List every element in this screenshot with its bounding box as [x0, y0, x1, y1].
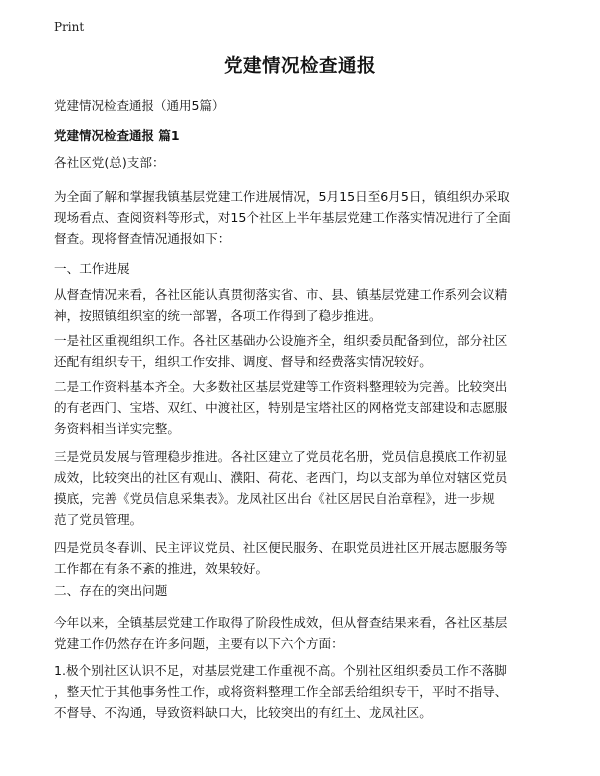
- paragraph-line: 摸底，完善《党员信息采集表》。龙凤社区出台《社区居民自治章程》，进一步规: [54, 491, 495, 506]
- paragraph-line: 督查。现将督查情况通报如下：: [54, 231, 231, 246]
- paragraph-line: 神，按照镇组织室的统一部署，各项工作得到了稳步推进。: [54, 308, 382, 323]
- intro-paragraph: [54, 186, 554, 249]
- paragraph-point-2: [54, 376, 554, 439]
- heading-text: 一、工作进展: [54, 261, 130, 276]
- section-heading: 党建情况检查通报 篇1: [54, 128, 180, 143]
- paragraph-line: 党建工作仍然存在许多问题，主要有以下六个方面：: [54, 636, 344, 651]
- paragraph-line: 四是党员冬春训、民主评议党员、社区便民服务、在职党员进社区开展志愿服务等: [54, 540, 508, 555]
- heading-text: 二、存在的突出问题: [54, 583, 168, 598]
- paragraph-line: 工作都在有条不紊的推进，效果较好。: [54, 561, 269, 576]
- document-subtitle: 党建情况检查通报（通用5篇）: [54, 98, 225, 113]
- paragraph-overview: [54, 284, 554, 326]
- paragraph-line: 不督导、不沟通，导致资料缺口大，比较突出的有红土、龙凤社区。: [54, 705, 432, 720]
- print-link[interactable]: Print: [54, 20, 85, 34]
- paragraph-line: 务资料相当详实完整。: [54, 421, 180, 436]
- heading-work-progress: [54, 258, 554, 279]
- paragraph-line: 范了党员管理。: [54, 512, 143, 527]
- greeting: [54, 152, 554, 173]
- paragraph-line: 今年以来，全镇基层党建工作取得了阶段性成效，但从督查结果来看，各社区基层: [54, 615, 508, 630]
- paragraph-line: 成效，比较突出的社区有观山、濮阳、荷花、老西门，均以支部为单位对辖区党员: [54, 470, 508, 485]
- paragraph-point-3: [54, 446, 554, 530]
- page-title: 党建情况检查通报: [223, 56, 376, 77]
- heading-problems: [54, 580, 554, 601]
- paragraph-line: 三是党员发展与管理稳步推进。各社区建立了党员花名册，党员信息摸底工作初显: [54, 449, 508, 464]
- paragraph-line: 二是工作资料基本齐全。大多数社区基层党建等工作资料整理较为完善。比较突出: [54, 379, 508, 394]
- paragraph-point-4: [54, 537, 554, 579]
- paragraph-problem-1: [54, 660, 554, 723]
- paragraph-problems-intro: [54, 612, 554, 654]
- paragraph-line: 一是社区重视组织工作。各社区基础办公设施齐全，组织委员配备到位，部分社区: [54, 333, 508, 348]
- paragraph-point-1: [54, 330, 554, 372]
- paragraph-line: ，整天忙于其他事务性工作，或将资料整理工作全部丢给组织专干，平时不指导、: [54, 684, 508, 699]
- paragraph-line: 的有老西门、宝塔、双红、中渡社区，特别是宝塔社区的网格党支部建设和志愿服: [54, 400, 508, 415]
- greeting-text: 各社区党(总)支部：: [54, 155, 165, 170]
- paragraph-line: 现场看点、查阅资料等形式，对15个社区上半年基层党建工作落实情况进行了全面: [54, 210, 511, 225]
- paragraph-line: 为全面了解和掌握我镇基层党建工作进展情况，5月15日至6月5日，镇组织办采取: [54, 189, 510, 204]
- paragraph-line: 从督查情况来看，各社区能认真贯彻落实省、市、县、镇基层党建工作系列会议精: [54, 287, 508, 302]
- paragraph-line: 还配有组织专干，组织工作安排、调度、督导和经费落实情况较好。: [54, 354, 432, 369]
- paragraph-line: 1.极个别社区认识不足，对基层党建工作重视不高。个别社区组织委员工作不落脚: [54, 663, 507, 678]
